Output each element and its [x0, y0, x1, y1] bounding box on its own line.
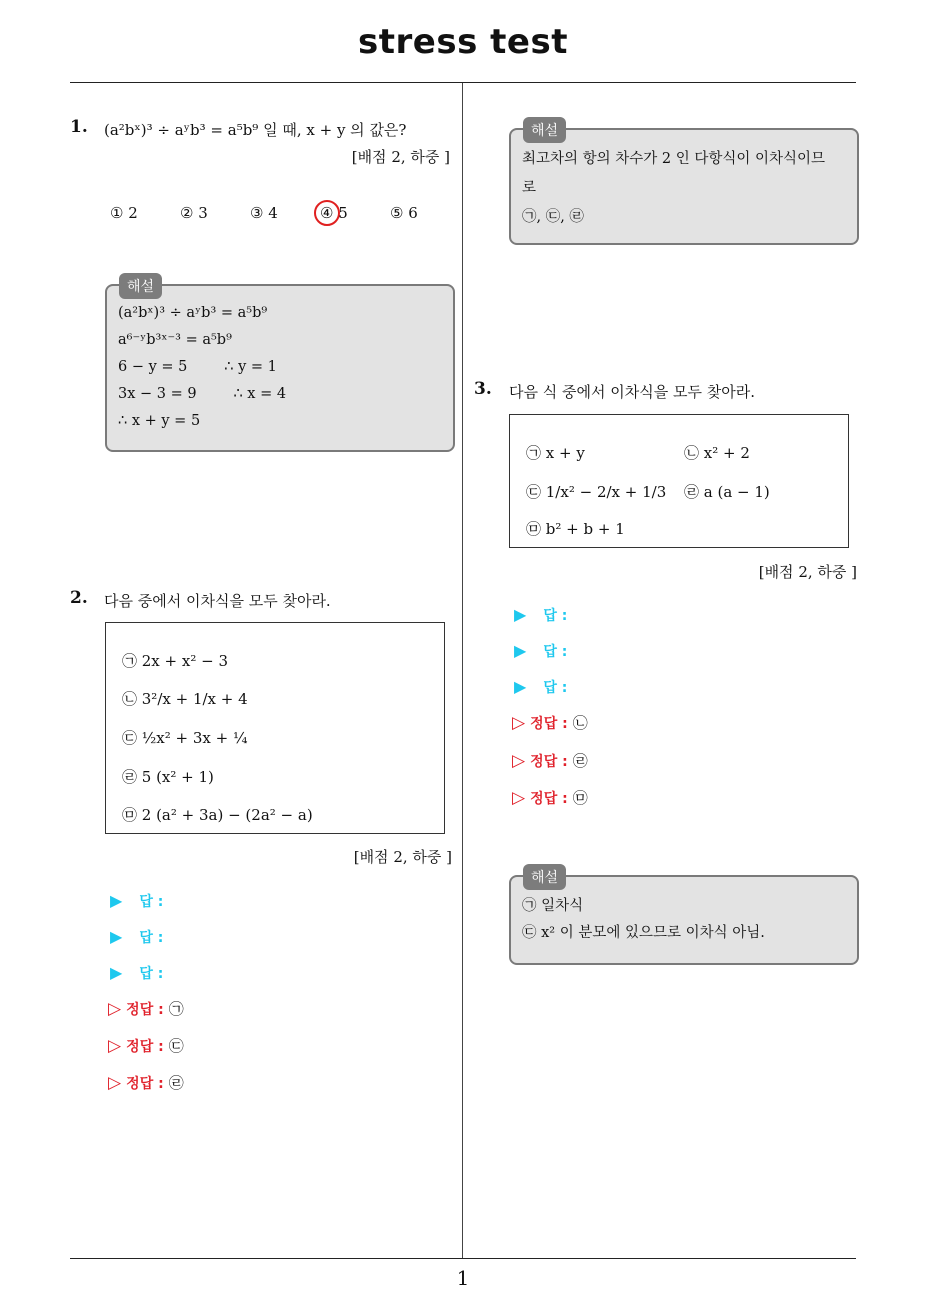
q1-choice-3[interactable]: ③ 4 [250, 204, 278, 222]
q2-meta: [배점 2, 하중 ] [353, 848, 452, 866]
q3-explanation-body [522, 893, 847, 947]
q3-item-2: ㉡ x² + 2 [684, 444, 750, 462]
outline-arrow-icon: ▷ [108, 1036, 122, 1056]
q3-item-1: ㉠ x + y [526, 444, 585, 462]
q3-text: 다음 식 중에서 이차식을 모두 찾아라. [509, 383, 755, 401]
outline-arrow-icon: ▷ [108, 999, 122, 1019]
play-arrow-icon: ▶ [110, 963, 123, 982]
q2-correct-label-3: 정답 : [126, 1076, 164, 1092]
play-arrow-icon: ▶ [110, 891, 123, 910]
q2-answer-row-3[interactable] [110, 963, 163, 983]
play-arrow-icon: ▶ [514, 605, 527, 624]
q2-item-2: ㉡ 3²/x + 1/x + 4 [122, 690, 248, 708]
q1-choice-4[interactable]: ④ 5 [320, 204, 348, 222]
q3-number: 3. [474, 379, 492, 399]
q3-correct-row-1 [512, 712, 588, 733]
q3-correct-row-2 [512, 750, 588, 771]
q2-expl-line-1: 최고차의 항의 차수가 2 인 다항식이 이차식이므 [522, 151, 826, 167]
play-arrow-icon: ▶ [110, 927, 123, 946]
q1-expl-line-3: 6 − y = 5 ∴ y = 1 [118, 359, 277, 375]
q2-answer-row-2[interactable] [110, 927, 163, 947]
q1-number: 1. [70, 117, 88, 137]
q2-item-4: ㉣ 5 (x² + 1) [122, 768, 214, 786]
q2-correct-value-3: ㉣ [168, 1074, 184, 1092]
outline-arrow-icon: ▷ [512, 788, 526, 808]
q3-correct-label-2: 정답 : [530, 754, 568, 770]
q1-explanation-tag: 해설 [119, 273, 162, 299]
q1-expl-line-2: a⁶⁻ʸb³ˣ⁻³ = a⁵b⁹ [118, 332, 232, 348]
q2-expl-line-2: 로 [522, 180, 537, 196]
q3-answer-label-1: 답 : [543, 608, 568, 624]
q3-correct-value-3: ㉤ [572, 789, 588, 807]
q2-text: 다음 중에서 이차식을 모두 찾아라. [104, 592, 331, 610]
page-title: stress test [358, 22, 568, 62]
q1-explanation-body [118, 300, 438, 435]
q3-item-5: ㉤ b² + b + 1 [526, 520, 625, 538]
q2-correct-row-2 [108, 1035, 184, 1056]
q2-answer-label-3: 답 : [139, 966, 164, 982]
q1-text: (a²bˣ)³ ÷ aʸb³ = a⁵b⁹ 일 때, x + y 의 값은? [104, 121, 407, 139]
q1-expl-line-5: ∴ x + y = 5 [118, 413, 201, 429]
q2-answer-row-1[interactable] [110, 891, 163, 911]
q1-expl-line-1: (a²bˣ)³ ÷ aʸb³ = a⁵b⁹ [118, 305, 268, 321]
q3-expl-line-2: ㉢ x² 이 분모에 있으므로 이차식 아님. [522, 925, 765, 941]
column-divider [462, 83, 463, 1258]
q3-correct-value-2: ㉣ [572, 752, 588, 770]
q3-answer-row-2[interactable] [514, 641, 567, 661]
q2-answer-label-2: 답 : [139, 930, 164, 946]
q2-correct-label-2: 정답 : [126, 1039, 164, 1055]
q2-correct-value-1: ㉠ [168, 1000, 184, 1018]
q3-explanation-tag: 해설 [523, 864, 566, 890]
q1-choice-1[interactable]: ① 2 [110, 204, 138, 222]
q3-meta: [배점 2, 하중 ] [758, 563, 857, 581]
q2-number: 2. [70, 588, 88, 608]
q2-explanation-body [522, 145, 847, 232]
play-arrow-icon: ▶ [514, 677, 527, 696]
outline-arrow-icon: ▷ [512, 751, 526, 771]
q1-choice-2[interactable]: ② 3 [180, 204, 208, 222]
q2-answer-label-1: 답 : [139, 894, 164, 910]
q3-answer-label-2: 답 : [543, 644, 568, 660]
q3-item-3: ㉢ 1/x² − 2/x + 1/3 [526, 483, 667, 501]
q2-item-5: ㉤ 2 (a² + 3a) − (2a² − a) [122, 806, 313, 824]
q2-expl-line-3: ㉠, ㉢, ㉣ [522, 209, 584, 225]
q3-correct-label-1: 정답 : [530, 716, 568, 732]
q3-answer-row-3[interactable] [514, 677, 567, 697]
q2-correct-label-1: 정답 : [126, 1002, 164, 1018]
q3-correct-label-3: 정답 : [530, 791, 568, 807]
q3-answer-row-1[interactable] [514, 605, 567, 625]
footer-rule [70, 1258, 856, 1259]
play-arrow-icon: ▶ [514, 641, 527, 660]
q2-correct-row-3 [108, 1072, 184, 1093]
q3-correct-value-1: ㉡ [572, 714, 588, 732]
answer-mark-circle [314, 200, 340, 226]
q1-meta: [배점 2, 하중 ] [351, 148, 450, 166]
q3-expl-line-1: ㉠ 일차식 [522, 898, 584, 914]
q2-item-3: ㉢ ½x² + 3x + ¼ [122, 729, 248, 747]
q2-correct-value-2: ㉢ [168, 1037, 184, 1055]
outline-arrow-icon: ▷ [512, 713, 526, 733]
header-rule [70, 82, 856, 83]
q1-expl-line-4: 3x − 3 = 9 ∴ x = 4 [118, 386, 287, 402]
q3-correct-row-3 [512, 787, 588, 808]
q2-correct-row-1 [108, 998, 184, 1019]
q3-answer-label-3: 답 : [543, 680, 568, 696]
page-number: 1 [456, 1266, 470, 1290]
q1-choice-5[interactable]: ⑤ 6 [390, 204, 418, 222]
q2-explanation-tag: 해설 [523, 117, 566, 143]
outline-arrow-icon: ▷ [108, 1073, 122, 1093]
q2-item-1: ㉠ 2x + x² − 3 [122, 652, 228, 670]
q3-item-4: ㉣ a (a − 1) [684, 483, 770, 501]
